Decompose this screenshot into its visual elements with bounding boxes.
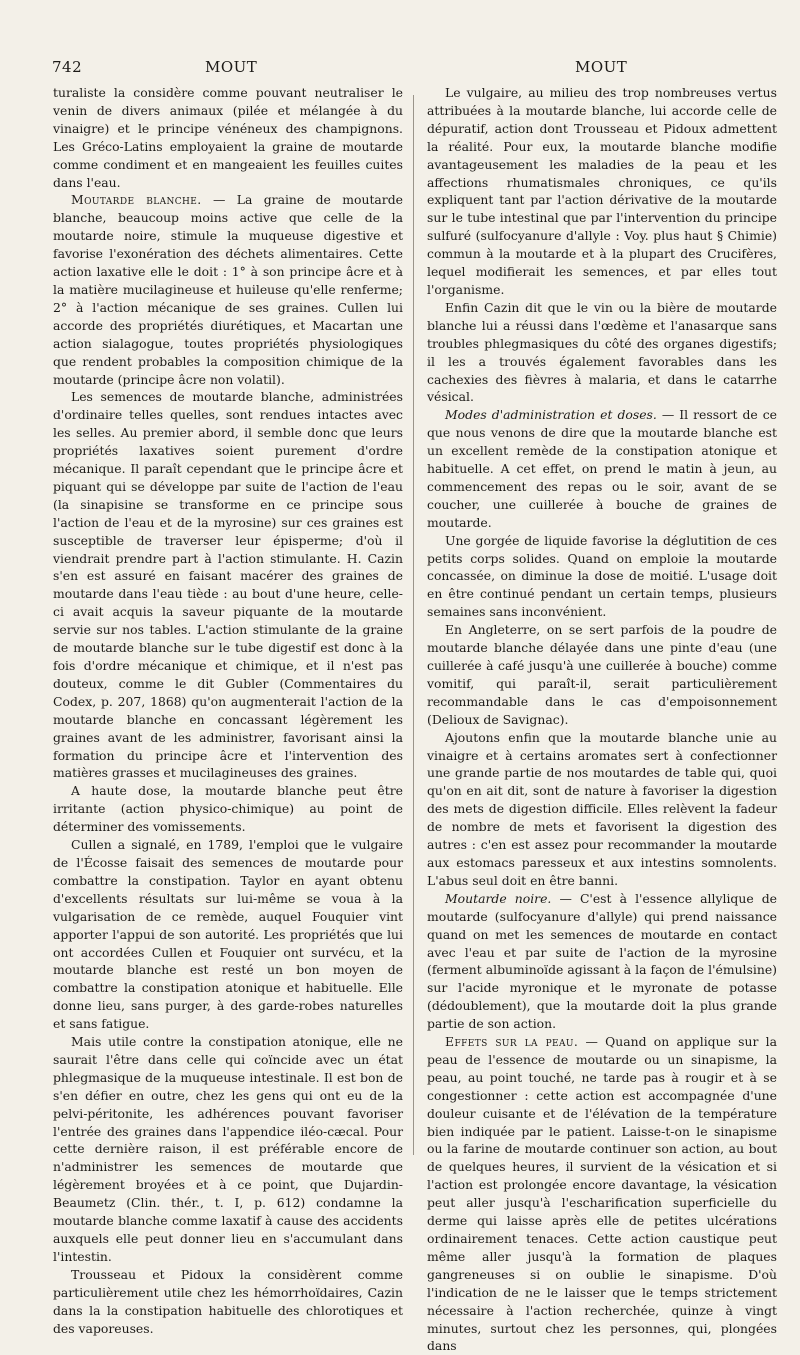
paragraph-text: — Quand on applique sur la peau de l'essence de moutarde ou un sinapisme, la peau, au point touché, ne tarde pas à rougir et à se congestionner : cette action est accompagnée d'une douleur cuisante et de l'élévation de la température bien indiquée par le patient. Laisse-t-on le sinapisme ou la farine de moutarde continuer son action, au bout de quelques heures, il survient de la vésication et si l'action est prolongée encore davantage, la vésication peut aller jusqu'à l'escharification superficielle du derme qui laisse après elle de petites ulcérations ordinairement tenaces. Cette action caustique peut même aller jusqu'à la formation de plaques gangreneuses si on oublie le sinapisme. D'où l'indication de ne le laisser que le temps strictement nécessaire à l'action recherchée, quinze à vingt minutes, surtout chez les personnes, qui, plongées dans: [427, 1034, 777, 1354]
running-title-right: MOUT: [575, 58, 628, 76]
page-number: 742: [52, 58, 83, 76]
paragraph-text: — C'est à l'essence allylique de moutarde (sulfocyanure d'allyle) qui prend naissance quand on met les semences de moutarde en contact avec l'eau et par suite de l'action de la myrosine (ferment albuminoïde agissant à la façon de l'émulsine) sur l'acide myronique et le myronate de potasse (dédoublement), que la moutarde doit la plus grande partie de son action.: [427, 890, 778, 1032]
paragraph-lead: Effets sur la peau.: [445, 1034, 579, 1050]
paragraph: [427, 532, 777, 622]
paragraph: [53, 782, 403, 836]
paragraph-text: A haute dose, la moutarde blanche peut être irritante (action physico-chimique) au point de déterminer des vomissements.: [53, 783, 403, 835]
left-column: [53, 84, 403, 1337]
paragraph: [427, 890, 777, 1033]
paragraph-lead: Moutarde blanche.: [71, 192, 202, 208]
paragraph: [53, 388, 403, 782]
paragraph-lead: Modes d'administration et doses.: [445, 407, 657, 423]
paragraph: [53, 1266, 403, 1338]
paragraph-text: Enfin Cazin dit que le vin ou la bière de moutarde blanche lui a réussi dans l'œdème et l'anasarque sans troubles phlegmasiques du côté des organes digestifs; il les a trouvés également favorables dans les cachexies des fièvres à malaria, et dans le catarrhe vésical.: [427, 299, 777, 405]
paragraph-text: En Angleterre, on se sert parfois de la poudre de moutarde blanche délayée dans une pinte d'eau (une cuillerée à café jusqu'à une cuillerée à bouche) comme vomitif, qui paraît-il, serait particulièrement recommandable dans le cas d'empoisonnement (Delioux de Savignac).: [427, 622, 777, 727]
running-title-left: MOUT: [205, 58, 258, 76]
paragraph: [427, 406, 777, 531]
paragraph-lead: Moutarde noire.: [445, 890, 552, 906]
paragraph: [427, 84, 777, 299]
paragraph: [427, 621, 777, 728]
paragraph: [427, 299, 777, 406]
paragraph-text: Mais utile contre la constipation atonique, elle ne saurait l'être dans celle qui coïncide avec un état phlegmasique de la muqueuse intestinale. Il est bon de s'en défier en outre, chez les gens qui ont eu de la pelvi-péritonite, les adhérences pouvant favoriser l'entrée des graines dans l'appendice iléo-cæcal. Pour cette dernière raison, il est préférable encore de n'administrer les semences de moutarde que légèrement broyées et à ce point, que Dujardin-Beaumetz (Clin. thér., t. I, p. 612) condamne la moutarde blanche comme laxatif à cause des accidents auxquels elle peut donner lieu en s'accumulant dans l'intestin.: [53, 1034, 403, 1264]
paragraph-text: turaliste la considère comme pouvant neutraliser le venin de divers animaux (pilée et mélangée à du vinaigre) et le principe vénéneux des champignons. Les Gréco-Latins employaient la graine de moutarde comme condiment et en mangeaient les feuilles cuites dans l'eau.: [53, 85, 403, 190]
paragraph-text: Trousseau et Pidoux la considèrent comme particulièrement utile chez les hémorrhoïdaires, Cazin dans la la constipation habituelle des chlorotiques et des vaporeuses.: [53, 1266, 403, 1336]
paragraph-text: Une gorgée de liquide favorise la déglutition de ces petits corps solides. Quand on emploie la moutarde concassée, on diminue la dose de moitié. L'usage doit en être continué pendant un certain temps, plusieurs semaines sans inconvénient.: [427, 532, 777, 620]
column-divider: [413, 95, 414, 1155]
paragraph-text: — Il ressort de ce que nous venons de dire que la moutarde blanche est un excellent remède de la constipation atonique et habituelle. A cet effet, on prend le matin à jeun, au commencement des repas ou le soir, avant de se coucher, une cuillerée à bouche de graines de moutarde.: [427, 407, 777, 530]
paragraph: [53, 836, 403, 1033]
paragraph-text: Cullen a signalé, en 1789, l'emploi que le vulgaire de l'Écosse faisait des semences de moutarde pour combattre la constipation. Taylor en ayant obtenu d'excellents résultats sur lui-même se voua à la vulgarisation de ce remède, auquel Fouquier vint apporter l'appui de son autorité. Les propriétés que lui ont accordées Cullen et Fouquier ont survécu, et la moutarde blanche est resté un bon moyen de combattre la constipation atonique et habituelle. Elle donne lieu, sans purger, à des garde-robes naturelles et sans fatigue.: [53, 837, 403, 1032]
right-column: [427, 84, 777, 1355]
paragraph-text: Le vulgaire, au milieu des trop nombreuses vertus attribuées à la moutarde blanche, lui accorde celle de dépuratif, action dont Trousseau et Pidoux admettent la réalité. Pour eux, la moutarde blanche modifie avantageusement les maladies de la peau et les affections rhumatismales chroniques, ce qu'ils expliquent tant par l'action dérivative de la moutarde sur le tube intestinal que par l'intervention du principe sulfuré (sulfocyanure d'allyle : Voy. plus haut § Chimie) commun à la moutarde et à la plupart des Crucifères, lequel modifierait les semences, et par elles tout l'organisme.: [427, 85, 777, 297]
paragraph-text: — La graine de moutarde blanche, beaucoup moins active que celle de la moutarde noire, stimule la muqueuse digestive et favorise l'exonération des déchets alimentaires. Cette action laxative elle le doit : 1° à son principe âcre et à la matière mucilagineuse et huileuse qu'elle renferme; 2° à l'action mécanique de ses graines. Cullen lui accorde des propriétés diurétiques, et Macartan une action sialagogue, toutes propriétés physiologiques que rendent probables la composition chimique de la moutarde (principe âcre non volatil).: [53, 192, 403, 387]
paragraph: [53, 84, 403, 191]
paragraph: [427, 1033, 777, 1355]
paragraph-text: Les semences de moutarde blanche, administrées d'ordinaire telles quelles, sont rendues intactes avec les selles. Au premier abord, il semble donc que leurs propriétés laxatives soient purement d'ordre mécanique. Il paraît cependant que le principe âcre et piquant qui se développe par suite de l'action de l'eau (la sinapisine se transforme en ce principe sous l'action de l'eau et de la myrosine) sur ces graines est susceptible de traverser leur épisperme; d'où il viendrait prendre part à l'action stimulante. H. Cazin s'en est assuré en faisant macérer des graines de moutarde dans l'eau tiède : au bout d'une heure, celle-ci avait acquis la saveur piquante de la moutarde servie sur nos tables. L'action stimulante de la graine de moutarde blanche sur le tube digestif est donc à la fois d'ordre mécanique et chimique, et il n'est pas douteux, comme le dit Gubler (Commentaires du Codex, p. 207, 1868) qu'on augmenterait l'action de la moutarde blanche en concassant légèrement les graines avant de les administrer, favorisant ainsi la formation du principe âcre et l'intervention des matières grasses et mucilagineuses des graines.: [53, 389, 403, 781]
paragraph: [53, 1033, 403, 1266]
paragraph: [427, 729, 777, 890]
paragraph: [53, 191, 403, 388]
paragraph-text: Ajoutons enfin que la moutarde blanche unie au vinaigre et à certains aromates sert à confectionner une grande partie de nos moutardes de table qui, quoi qu'on en ait dit, sont de nature à favoriser la digestion des mets de digestion difficile. Elles relèvent la fadeur de nombre de mets et favorisent la digestion des autres : c'en est assez pour recommander la moutarde aux estomacs paresseux et aux intestins somnolents. L'abus seul doit en être banni.: [427, 729, 777, 888]
